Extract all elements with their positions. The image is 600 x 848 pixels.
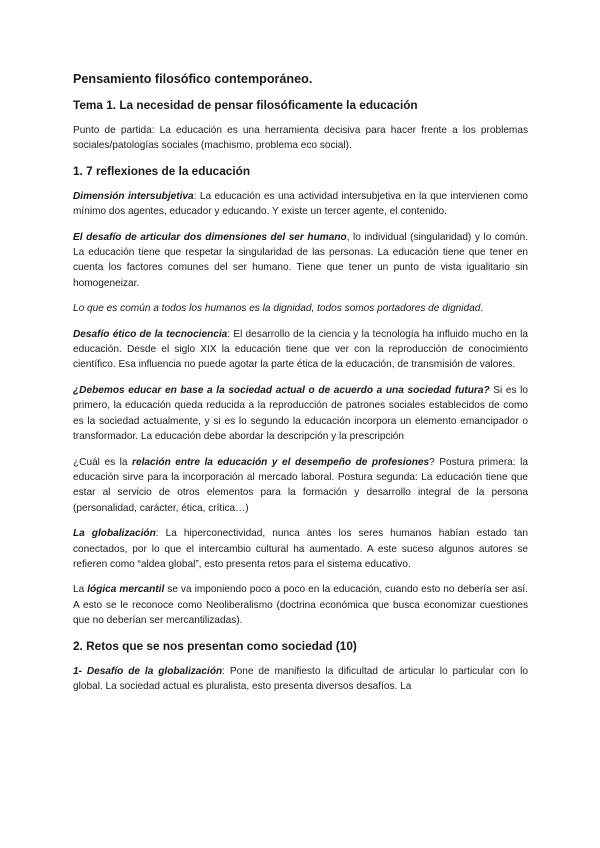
paragraph-tecnociencia xyxy=(73,327,528,373)
question-sociedad-futura: ¿Debemos educar en base a la sociedad actual o de acuerdo a una sociedad futura? xyxy=(73,384,490,396)
term-globalizacion: La globalización xyxy=(73,528,156,540)
term-desafio-articular: El desafío de articular dos dimensiones del ser humano xyxy=(73,231,347,243)
paragraph-text: Si es lo primero, la educación queda reducida a la reproducción de patrones sociales establecidos de como es la sociedad actualmente, y si es lo segundo la educación incorpora un elemento emancipador o transformador. La educación debe abordar la descripción y la prescripción xyxy=(73,384,529,443)
paragraph-dignidad xyxy=(73,301,528,316)
paragraph-text: : La hiperconectividad, nunca antes los seres humanos habían estado tan conectados, por lo que el intercambio cultural ha aumentado. A este suceso algunos autores se refieren como “aldea global”, esto presenta retos para el sistema educativo. xyxy=(73,528,528,570)
document-body xyxy=(73,72,528,704)
document-title: Pensamiento filosófico contemporáneo. xyxy=(73,72,313,86)
paragraph-sociedad-futura xyxy=(73,383,528,445)
paragraph-text: se va imponiendo poco a poco en la educación, cuando esto no debería ser así. A esto se le reconoce como Neoliberalismo (doctrina económica que busca economizar cuestiones que no deberían ser mercantilizadas). xyxy=(73,584,528,627)
paragraph-globalizacion xyxy=(73,526,528,572)
paragraph-profesiones xyxy=(73,455,528,517)
paragraph-text: , lo individual (singularidad) y lo común. La educación tiene que respetar la singularidad de las personas. La educación tiene que tener en cuenta los factores comunes del ser humano. Tiene que tener un punto de vista igualitario sin homogeneizar. xyxy=(73,231,529,289)
paragraph-text: La xyxy=(73,584,88,596)
term-tecnociencia: Desafío ético de la tecnociencia xyxy=(73,328,228,340)
paragraph-text: : Pone de manifiesto la dificultad de articular lo particular con lo global. La sociedad actual es pluralista, esto presenta diversos desafíos. La xyxy=(73,665,528,692)
paragraph-desafio-globalizacion xyxy=(73,664,528,695)
paragraph-text: : La educación es una actividad intersubjetiva en la que intervienen como mínimo dos agentes, educador y educando. Y existe un tercer agente, el contenido. xyxy=(73,190,528,218)
paragraph-text: ? Postura primera: la educación sirve para la incorporación al mercado laboral. Postura segunda: La educación tiene que estar al servicio de otros elementos para la formación y desarrollo integral de la persona (personalidad, carácter, ética, crítica…) xyxy=(73,456,528,514)
term-logica-mercantil: lógica mercantil xyxy=(87,584,165,596)
term-desafio-globalizacion: 1- Desafío de la globalización xyxy=(73,665,223,677)
italic-dignidad: Lo que es común a todos los humanos es la dignidad, todos somos portadores de dignidad xyxy=(73,303,481,315)
paragraph-text: ¿Cuál es la xyxy=(73,456,133,468)
paragraph-desafio-articular xyxy=(73,230,528,292)
topic-heading: Tema 1. La necesidad de pensar filosóficamente la educación xyxy=(73,98,418,112)
paragraph-text: : El desarrollo de la ciencia y la tecnología ha influido mucho en la educación. Desde el siglo XIX la educación tiene que ver con la reproducción de conocimiento científico. Esa influencia no puede agotar la parte ética de la educación, de transmisión de valores. xyxy=(73,328,528,371)
term-dimension-intersubjetiva: Dimensión intersubjetiva xyxy=(73,190,194,202)
paragraph-logica-mercantil xyxy=(73,582,528,628)
paragraph-dimension-intersubjetiva xyxy=(73,189,528,220)
section-heading-reflexiones: 1. 7 reflexiones de la educación xyxy=(73,163,251,178)
term-profesiones: relación entre la educación y el desempeño de profesiones xyxy=(132,456,430,468)
intro-paragraph: Punto de partida: La educación es una herramienta decisiva para hacer frente a los problemas sociales/patologías sociales (machismo, problema eco social). xyxy=(73,125,528,152)
paragraph-text: . xyxy=(480,303,484,315)
section-heading-retos: 2. Retos que se nos presentan como sociedad (10) xyxy=(73,638,357,653)
